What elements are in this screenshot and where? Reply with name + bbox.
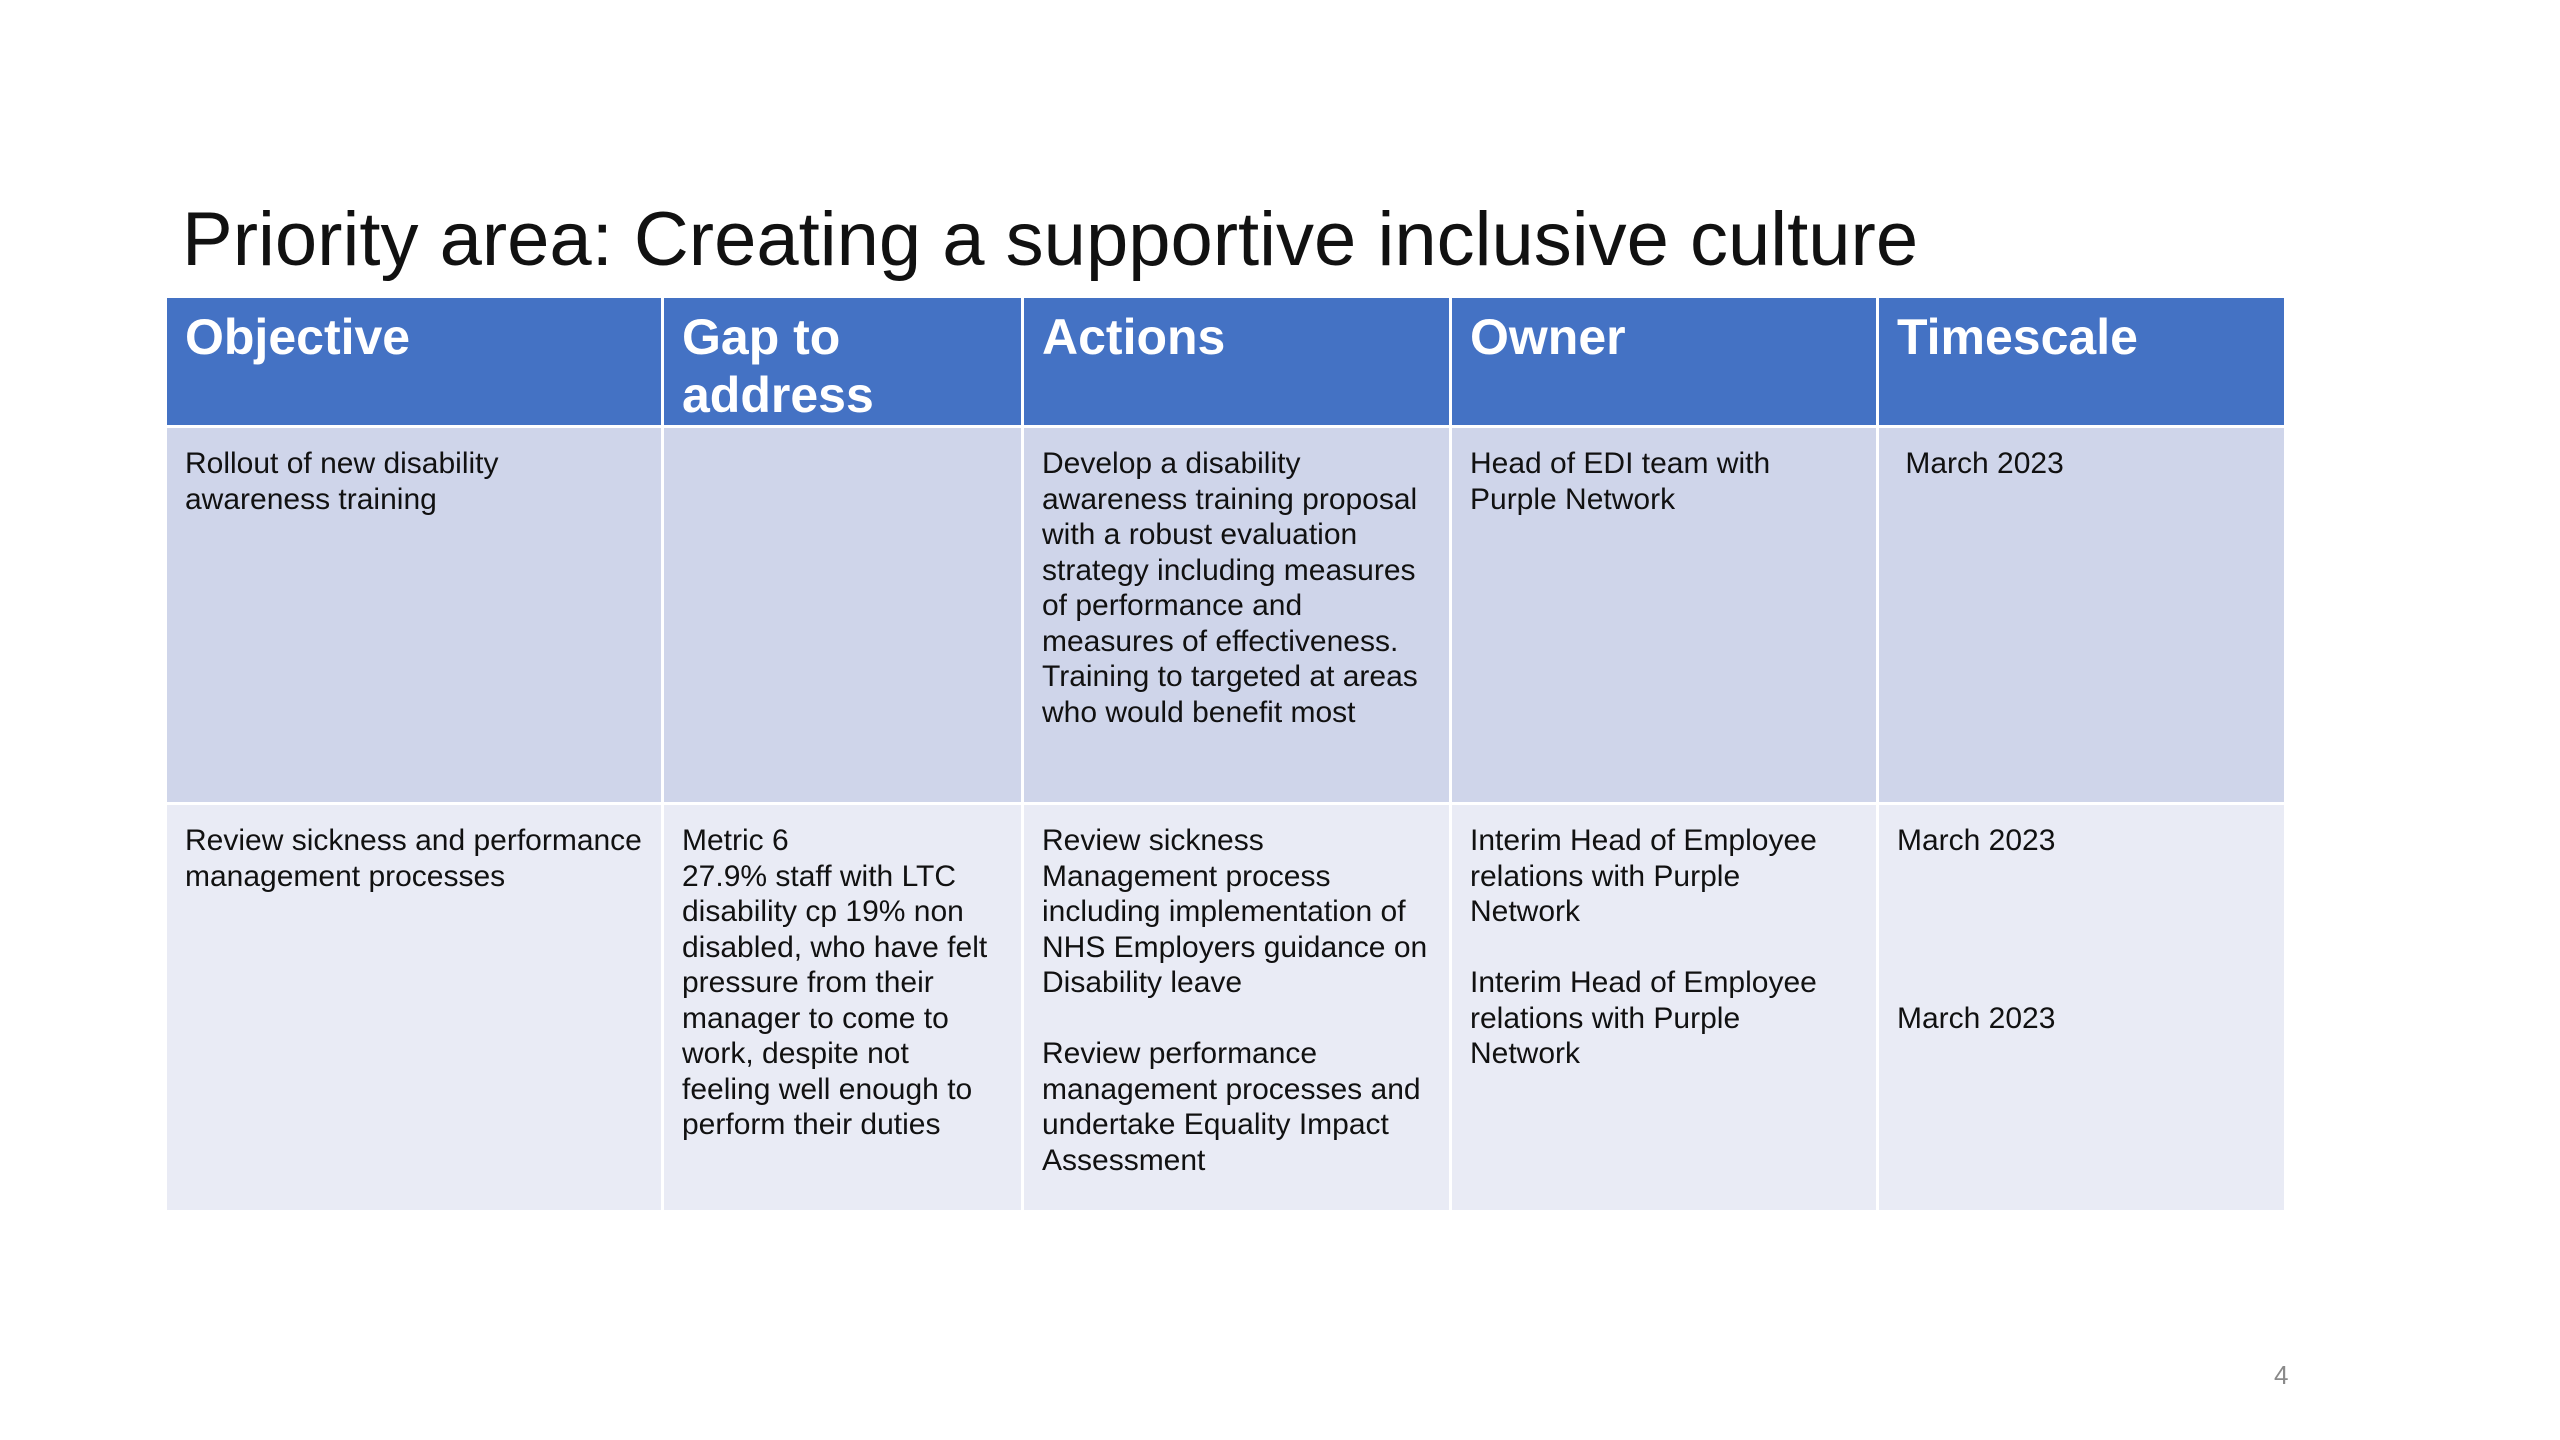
cell-paragraph [1470,823,1858,930]
cell-text-line: work, despite not [682,1037,909,1070]
cell-objective [166,804,663,1212]
cell-timescale [1878,427,2286,804]
cell-text-line: management processes [185,859,506,893]
cell-text-line: Review sickness [1042,824,1264,857]
cell-text-line: Gap to [682,309,841,365]
cell-paragraph [1042,446,1431,730]
cell-text-line: measures of effectiveness. [1042,624,1399,658]
table-row [166,804,2286,1212]
cell-text-line: March 2023 [1897,1001,2056,1035]
cell-paragraph [1897,1001,2266,1037]
header-actions [1023,297,1451,427]
cell-text-line: Rollout of new disability [185,447,499,480]
cell-text-line: awareness training proposal [1042,482,1418,516]
table-row [166,427,2286,804]
cell-text-line: NHS Employers guidance on [1042,930,1428,964]
cell-text-line: with a robust evaluation [1042,518,1358,551]
cell-gap [663,427,1023,804]
page-number: 4 [2274,1360,2289,1390]
cell-paragraph [1470,446,1858,517]
cell-text-line: Assessment [1042,1143,1206,1177]
cell-text-line: Interim Head of Employee [1470,824,1817,857]
header-owner [1451,297,1878,427]
cell-text-line: undertake Equality Impact [1042,1108,1389,1141]
cell-paragraph [1897,446,2266,482]
cell-text-line: March 2023 [1897,447,2064,480]
cell-text-line: Interim Head of Employee [1470,966,1817,999]
cell-text-line: relations with Purple [1470,1001,1741,1035]
cell-paragraph [1470,965,1858,1072]
cell-text-line: Network [1470,895,1581,928]
cell-text-line: pressure from their [682,966,934,999]
cell-objective [166,427,663,804]
slide-title: Priority area: Creating a supportive inclusive culture [182,197,1919,282]
cell-text-line: Develop a disability [1042,447,1301,480]
cell-text-line: relations with Purple [1470,859,1741,893]
cell-text-line: disability cp 19% non [682,895,964,928]
header-objective [166,297,663,427]
cell-text-line: Owner [1470,309,1626,365]
cell-actions [1023,427,1451,804]
cell-paragraph [1897,823,2266,965]
cell-text-line [1897,930,2266,966]
cell-text-line: address [682,367,874,423]
cell-owner [1451,427,1878,804]
cell-paragraph [1042,823,1431,1001]
cell-text-line: Metric 6 [682,824,789,857]
cell-text-line: manager to come to [682,1001,949,1035]
cell-text-line: Management process [1042,859,1331,893]
cell-text-line [1897,859,2266,895]
cell-text-line: Review performance [1042,1037,1318,1070]
cell-text-line: Head of EDI team with [1470,447,1771,480]
table-header-row [166,297,2286,427]
cell-text-line: Timescale [1897,309,2138,365]
cell-text-line [1897,894,2266,930]
cell-timescale [1878,804,2286,1212]
cell-text-line: awareness training [185,482,437,516]
cell-text-line: Network [1470,1037,1581,1070]
header-timescale [1878,297,2286,427]
cell-paragraph [1042,1036,1431,1178]
cell-text-line: Disability leave [1042,966,1243,999]
cell-text-line: Purple Network [1470,482,1676,516]
cell-text-line: Actions [1042,309,1226,365]
cell-text-line: Training to targeted at areas [1042,660,1418,693]
cell-text-line: Review sickness and performance [185,824,642,857]
cell-text-line: of performance and [1042,589,1303,622]
cell-text-line: management processes and [1042,1072,1421,1106]
cell-text-line: strategy including measures [1042,553,1416,587]
action-plan-table [164,295,2287,1213]
cell-text-line: feeling well enough to [682,1072,973,1106]
cell-text-line: Objective [185,309,411,365]
cell-actions [1023,804,1451,1212]
cell-text-line: 27.9% staff with LTC [682,859,957,893]
cell-text-line: disabled, who have felt [682,930,988,964]
header-gap-to-address [663,297,1023,427]
cell-gap [663,804,1023,1212]
cell-text-line: who would benefit most [1042,695,1356,729]
cell-text-line: March 2023 [1897,824,2056,857]
cell-text-line: including implementation of [1042,895,1406,928]
cell-owner [1451,804,1878,1212]
cell-text-line: perform their duties [682,1108,941,1141]
